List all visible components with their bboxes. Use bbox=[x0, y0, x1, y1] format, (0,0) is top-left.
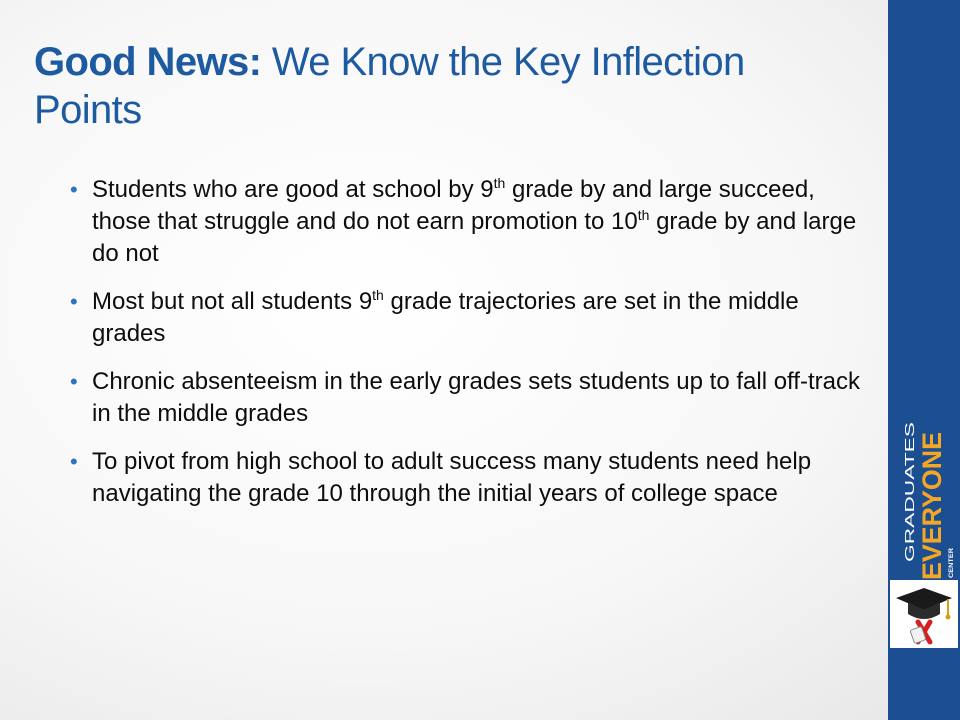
bullet-item bbox=[70, 286, 870, 350]
bullet-dot-icon: • bbox=[70, 369, 78, 394]
bullet-superscript: th bbox=[372, 287, 384, 303]
bullet-item bbox=[70, 446, 870, 510]
bullet-item bbox=[70, 174, 870, 270]
bullet-text: Chronic absenteeism in the early grades sets students up to fall off-track in the middle grades bbox=[92, 368, 860, 427]
graduation-cap-icon bbox=[890, 580, 958, 648]
logo-word-center: CENTER bbox=[949, 553, 955, 578]
bullet-superscript: th bbox=[493, 175, 506, 191]
bullet-text: grade by and large succeed, those that struggle and do not earn promotion to 10 bbox=[92, 176, 815, 235]
title-rest: We Know the Key Inflection Points bbox=[34, 40, 745, 132]
bullet-dot-icon: • bbox=[70, 177, 78, 202]
bullet-dot-icon: • bbox=[70, 289, 78, 314]
bullet-superscript: th bbox=[637, 207, 650, 223]
bullet-text: grade trajectories are set in the middle grades bbox=[92, 288, 799, 347]
logo-word-graduates: GRADUATES bbox=[902, 482, 917, 562]
everyone-graduates-center-logo bbox=[900, 410, 956, 580]
bullet-item bbox=[70, 366, 870, 430]
bullet-text: Students who are good at school by 9 bbox=[92, 176, 494, 203]
bullet-text: Most but not all students 9 bbox=[92, 288, 373, 315]
bullet-text: grade by and large do not bbox=[92, 208, 857, 267]
logo-word-everyone: EVERYONE bbox=[917, 430, 947, 580]
bullet-list bbox=[70, 174, 870, 526]
title-bold-part: Good News: bbox=[34, 40, 262, 84]
slide-title bbox=[34, 38, 854, 134]
bullet-dot-icon: • bbox=[70, 449, 78, 474]
bullet-text: To pivot from high school to adult success many students need help navigating the grade 10 through the initial years of college space bbox=[92, 448, 812, 507]
